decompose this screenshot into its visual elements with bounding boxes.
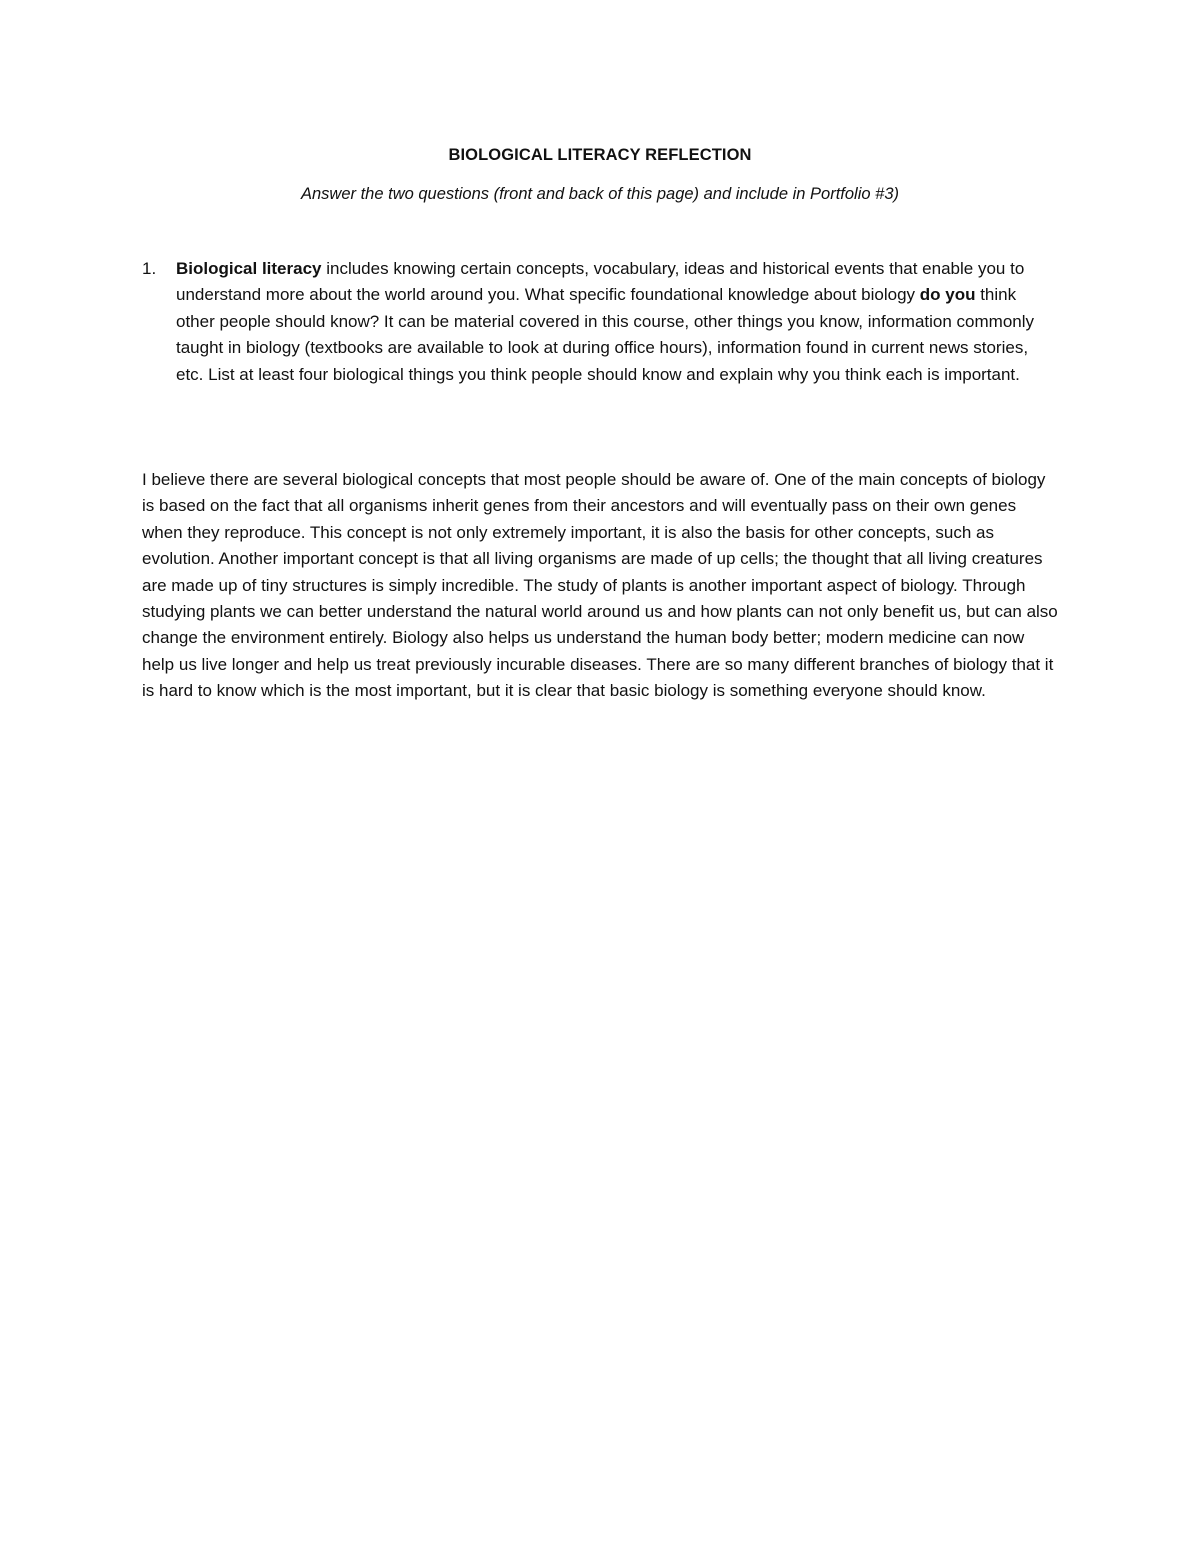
question-text-part2: think other people should know? It can be material covered in this course, other things you know, information commonly taught in biology (textbooks are available to look at during office hours), information found in current news stories, etc. List at least four biological things you think people should know and explain why you think each is important.: [176, 285, 1035, 384]
question-number: 1.: [142, 259, 157, 278]
answer-paragraph: I believe there are several biological concepts that most people should be aware of. One of the main concepts of biology is based on the fact that all organisms inherit genes from their ancestors and will eventually pass on their own genes when they reproduce. This concept is not only extremely important, it is also the basis for other concepts, such as evolution. Another important concept is that all living organisms are made of up cells; the thought that all living creatures are made up of tiny structures is simply incredible. The study of plants is another important aspect of biology. Through studying plants we can better understand the natural world around us and how plants can not only benefit us, but can also change the environment entirely. Biology also helps us understand the human body better; modern medicine can now help us live longer and help us treat previously incurable diseases. There are so many different branches of biology that it is hard to know which is the most important, but it is clear that basic biology is something everyone should know.: [142, 470, 1058, 701]
question-emphasis: do you: [919, 285, 976, 305]
question-text: [176, 256, 1056, 388]
document-subtitle: Answer the two questions (front and back of this page) and include in Portfolio #3): [300, 185, 899, 203]
question-term: Biological literacy: [176, 259, 322, 278]
question-text-part1: includes knowing certain concepts, vocabulary, ideas and historical events that enable you to understand more about the world around you. What specific foundational knowledge about biology: [176, 259, 1025, 305]
document-title: BIOLOGICAL LITERACY REFLECTION: [448, 146, 752, 164]
